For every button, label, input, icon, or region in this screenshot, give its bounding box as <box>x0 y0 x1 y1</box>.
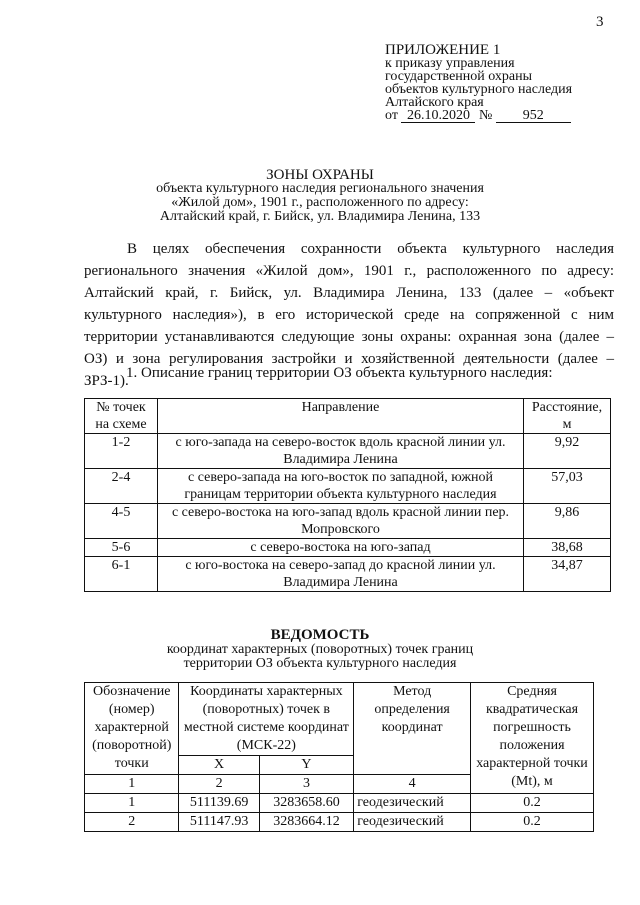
vedomost-title: ВЕДОМОСТЬ <box>270 627 370 643</box>
table-header-row <box>85 399 611 434</box>
col-num: 4 <box>354 775 471 794</box>
appendix-line: Алтайского края <box>385 95 484 110</box>
cell-direction: с северо-востока на юго-запад вдоль красной линии пер. Мопровского <box>158 504 524 539</box>
cell-method: геодезический <box>354 813 471 832</box>
table-row <box>85 469 611 504</box>
boundary-table <box>84 398 611 592</box>
table-header-row <box>85 683 594 756</box>
vedomost-line: координат характерных (поворотных) точек границ <box>166 642 474 657</box>
header-x: X <box>179 756 259 775</box>
table-row <box>85 813 594 832</box>
coordinates-table <box>84 682 594 832</box>
document-title <box>0 168 640 224</box>
title-line: Алтайский край, г. Бийск, ул. Владимира Ленина, 133 <box>159 209 481 224</box>
cell-distance: 57,03 <box>524 469 611 504</box>
number-sign: № <box>478 108 493 123</box>
appendix-line: к приказу управления <box>385 56 515 71</box>
cell-direction: с северо-востока на юго-запад <box>158 539 524 557</box>
table-row <box>85 504 611 539</box>
header-error: Средняя квадратическая погрешность положения характерной точки (Mt), м <box>471 683 594 794</box>
col-num: 3 <box>259 775 353 794</box>
cell-y: 3283658.60 <box>259 794 353 813</box>
cell-method: геодезический <box>354 794 471 813</box>
cell-point-id: 1 <box>85 794 179 813</box>
cell-x: 511147.93 <box>179 813 259 832</box>
from-label: от <box>385 108 398 123</box>
title-line: объекта культурного наследия регионального значения <box>156 181 484 196</box>
appendix-line: объектов культурного наследия <box>385 82 573 97</box>
vedomost-line: территории ОЗ объекта культурного наследия <box>183 656 457 671</box>
cell-distance: 38,68 <box>524 539 611 557</box>
table-row <box>85 539 611 557</box>
cell-distance: 34,87 <box>524 557 611 592</box>
cell-point-id: 2 <box>85 813 179 832</box>
table-row <box>85 557 611 592</box>
header-points: № точек на схеме <box>85 399 158 434</box>
cell-points: 6-1 <box>85 557 158 592</box>
header-method: Метод определения координат <box>354 683 471 775</box>
cell-y: 3283664.12 <box>259 813 353 832</box>
table-row <box>85 794 594 813</box>
order-date: 26.10.2020 <box>401 109 475 123</box>
vedomost-subtitle <box>0 643 640 671</box>
table-row <box>85 434 611 469</box>
cell-x: 511139.69 <box>179 794 259 813</box>
title-main: ЗОНЫ ОХРАНЫ <box>266 167 374 183</box>
cell-points: 1-2 <box>85 434 158 469</box>
appendix-header <box>385 44 635 123</box>
header-y: Y <box>259 756 353 775</box>
title-line: «Жилой дом», 1901 г., расположенного по адресу: <box>171 195 469 210</box>
appendix-date-line <box>385 109 635 123</box>
intro-paragraph: В целях обеспечения сохранности объекта культурного наследия регионального значения «Жилой дом», 1901 г., расположенного по адресу: Алтайский край, г. Бийск, ул. Владимира Ленина, 133 (далее – «объект культурного наследия»), в его исторической среде на сопряженной с ним территории устанавливаются следующие зоны охраны: охранная зона (далее – ОЗ) и зона регулирования застройки и хозяйственной деятельности (далее – ЗРЗ-1). <box>84 241 614 389</box>
header-point-id: Обозначение (номер) характерной (поворотной) точки <box>85 683 179 775</box>
cell-points: 4-5 <box>85 504 158 539</box>
cell-error: 0.2 <box>471 813 594 832</box>
cell-direction: с юго-востока на северо-запад до красной линии ул. Владимира Ленина <box>158 557 524 592</box>
cell-direction: с северо-запада на юго-восток по западной, южной границам территории объекта культурного наследия <box>158 469 524 504</box>
col-num: 1 <box>85 775 179 794</box>
appendix-line: государственной охраны <box>385 69 533 84</box>
appendix-title: ПРИЛОЖЕНИЕ 1 <box>385 42 501 58</box>
col-num: 2 <box>179 775 259 794</box>
cell-error: 0.2 <box>471 794 594 813</box>
order-number: 952 <box>496 109 571 123</box>
page-number: 3 <box>596 14 604 30</box>
header-distance: Расстояние, м <box>524 399 611 434</box>
header-direction: Направление <box>158 399 524 434</box>
cell-distance: 9,92 <box>524 434 611 469</box>
cell-distance: 9,86 <box>524 504 611 539</box>
cell-points: 5-6 <box>85 539 158 557</box>
header-coordinates: Координаты характерных (поворотных) точек в местной системе координат (МСК-22) <box>179 683 354 756</box>
cell-points: 2-4 <box>85 469 158 504</box>
cell-direction: с юго-запада на северо-восток вдоль красной линии ул. Владимира Ленина <box>158 434 524 469</box>
section-1-heading: 1. Описание границ территории ОЗ объекта культурного наследия: <box>126 365 553 381</box>
